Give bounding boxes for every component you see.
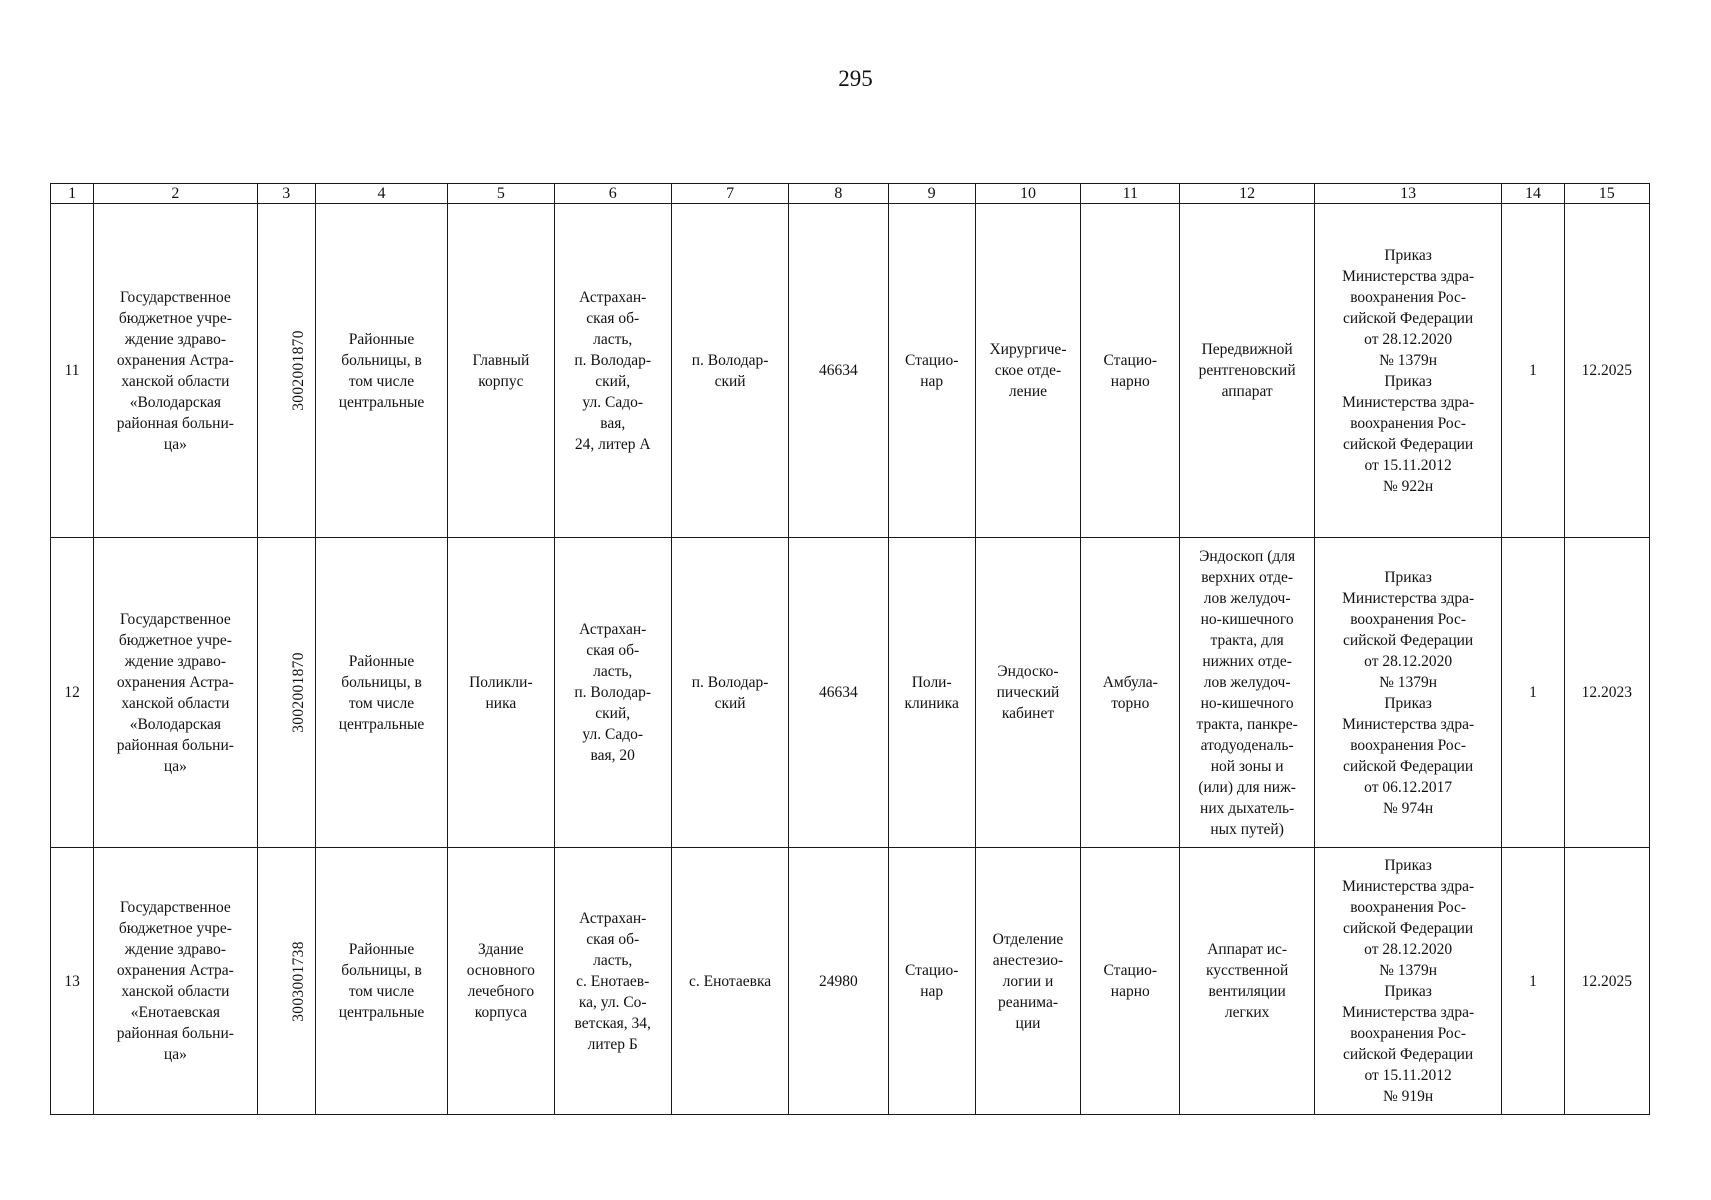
settlement: с. Енотаевка bbox=[671, 848, 788, 1115]
table-row bbox=[51, 538, 1650, 848]
settlement: п. Володар- ский bbox=[671, 204, 788, 538]
institution-name: Государственное бюджетное учре- ждение здраво- охранения Астра- ханской области «Енотаевская районная больни- ца» bbox=[94, 848, 258, 1115]
registry-table bbox=[50, 183, 1650, 1115]
column-number: 1 bbox=[51, 184, 94, 204]
deadline: 12.2025 bbox=[1564, 204, 1649, 538]
address: Астрахан- ская об- ласть, с. Енотаев- ка, ул. Со- ветская, 34, литер Б bbox=[554, 848, 671, 1115]
page-number: 295 bbox=[838, 66, 873, 91]
department: Отделение анестезио- логии и реанима- ции bbox=[975, 848, 1080, 1115]
column-number: 10 bbox=[975, 184, 1080, 204]
department: Эндоско- пический кабинет bbox=[975, 538, 1080, 848]
population: 24980 bbox=[789, 848, 888, 1115]
deadline: 12.2025 bbox=[1564, 848, 1649, 1115]
quantity: 1 bbox=[1502, 204, 1564, 538]
table-row bbox=[51, 204, 1650, 538]
regulation: Приказ Министерства здра- воохранения Рос- сийской Федерации от 28.12.2020 № 1379н Приказ Министерства здра- воохранения Рос- сийской Федерации от 06.12.2017 № 974н bbox=[1314, 538, 1502, 848]
regulation: Приказ Министерства здра- воохранения Рос- сийской Федерации от 28.12.2020 № 1379н Приказ Министерства здра- воохранения Рос- сийской Федерации от 15.11.2012 № 919н bbox=[1314, 848, 1502, 1115]
institution-code-cell bbox=[257, 538, 315, 848]
institution-code-cell bbox=[257, 848, 315, 1115]
table-row bbox=[51, 848, 1650, 1115]
column-number: 3 bbox=[257, 184, 315, 204]
column-number: 4 bbox=[315, 184, 447, 204]
care-setting: Стацио- нар bbox=[888, 204, 975, 538]
column-number: 5 bbox=[448, 184, 554, 204]
care-mode: Стацио- нарно bbox=[1081, 848, 1180, 1115]
institution-code-cell bbox=[257, 204, 315, 538]
building: Поликли- ника bbox=[448, 538, 554, 848]
institution-type: Районные больницы, в том числе центральные bbox=[315, 848, 447, 1115]
column-number: 12 bbox=[1180, 184, 1314, 204]
institution-name: Государственное бюджетное учре- ждение здраво- охранения Астра- ханской области «Володарская районная больни- ца» bbox=[94, 538, 258, 848]
column-number: 6 bbox=[554, 184, 671, 204]
care-setting: Стацио- нар bbox=[888, 848, 975, 1115]
institution-code: 3002001870 bbox=[289, 330, 307, 411]
row-number: 13 bbox=[51, 848, 94, 1115]
row-number: 12 bbox=[51, 538, 94, 848]
column-number: 2 bbox=[94, 184, 258, 204]
institution-code: 3002001870 bbox=[289, 652, 307, 733]
column-number: 15 bbox=[1564, 184, 1649, 204]
equipment: Эндоскоп (для верхних отде- лов желудоч- но-кишечного тракта, для нижних отде- лов желудоч- но-кишечного тракта, панкре- атодуоденаль- ной зоны и (или) для ниж- них дыхатель- ных путей) bbox=[1180, 538, 1314, 848]
column-number: 7 bbox=[671, 184, 788, 204]
settlement: п. Володар- ский bbox=[671, 538, 788, 848]
address: Астрахан- ская об- ласть, п. Володар- ский, ул. Садо- вая, 20 bbox=[554, 538, 671, 848]
institution-type: Районные больницы, в том числе центральные bbox=[315, 538, 447, 848]
institution-name: Государственное бюджетное учре- ждение здраво- охранения Астра- ханской области «Володарская районная больни- ца» bbox=[94, 204, 258, 538]
care-mode: Амбула- торно bbox=[1081, 538, 1180, 848]
institution-code: 3003001738 bbox=[289, 940, 307, 1022]
equipment: Передвижной рентгеновский аппарат bbox=[1180, 204, 1314, 538]
column-number: 11 bbox=[1081, 184, 1180, 204]
care-setting: Поли- клиника bbox=[888, 538, 975, 848]
department: Хирургиче- ское отде- ление bbox=[975, 204, 1080, 538]
quantity: 1 bbox=[1502, 538, 1564, 848]
institution-type: Районные больницы, в том числе центральные bbox=[315, 204, 447, 538]
column-number-row bbox=[51, 184, 1650, 204]
building: Главный корпус bbox=[448, 204, 554, 538]
regulation: Приказ Министерства здра- воохранения Рос- сийской Федерации от 28.12.2020 № 1379н Приказ Министерства здра- воохранения Рос- сийской Федерации от 15.11.2012 № 922н bbox=[1314, 204, 1502, 538]
column-number: 14 bbox=[1502, 184, 1564, 204]
deadline: 12.2023 bbox=[1564, 538, 1649, 848]
building: Здание основного лечебного корпуса bbox=[448, 848, 554, 1115]
equipment: Аппарат ис- кусственной вентиляции легких bbox=[1180, 848, 1314, 1115]
row-number: 11 bbox=[51, 204, 94, 538]
column-number: 9 bbox=[888, 184, 975, 204]
column-number: 8 bbox=[789, 184, 888, 204]
address: Астрахан- ская об- ласть, п. Володар- ский, ул. Садо- вая, 24, литер А bbox=[554, 204, 671, 538]
column-number: 13 bbox=[1314, 184, 1502, 204]
population: 46634 bbox=[789, 204, 888, 538]
quantity: 1 bbox=[1502, 848, 1564, 1115]
care-mode: Стацио- нарно bbox=[1081, 204, 1180, 538]
population: 46634 bbox=[789, 538, 888, 848]
